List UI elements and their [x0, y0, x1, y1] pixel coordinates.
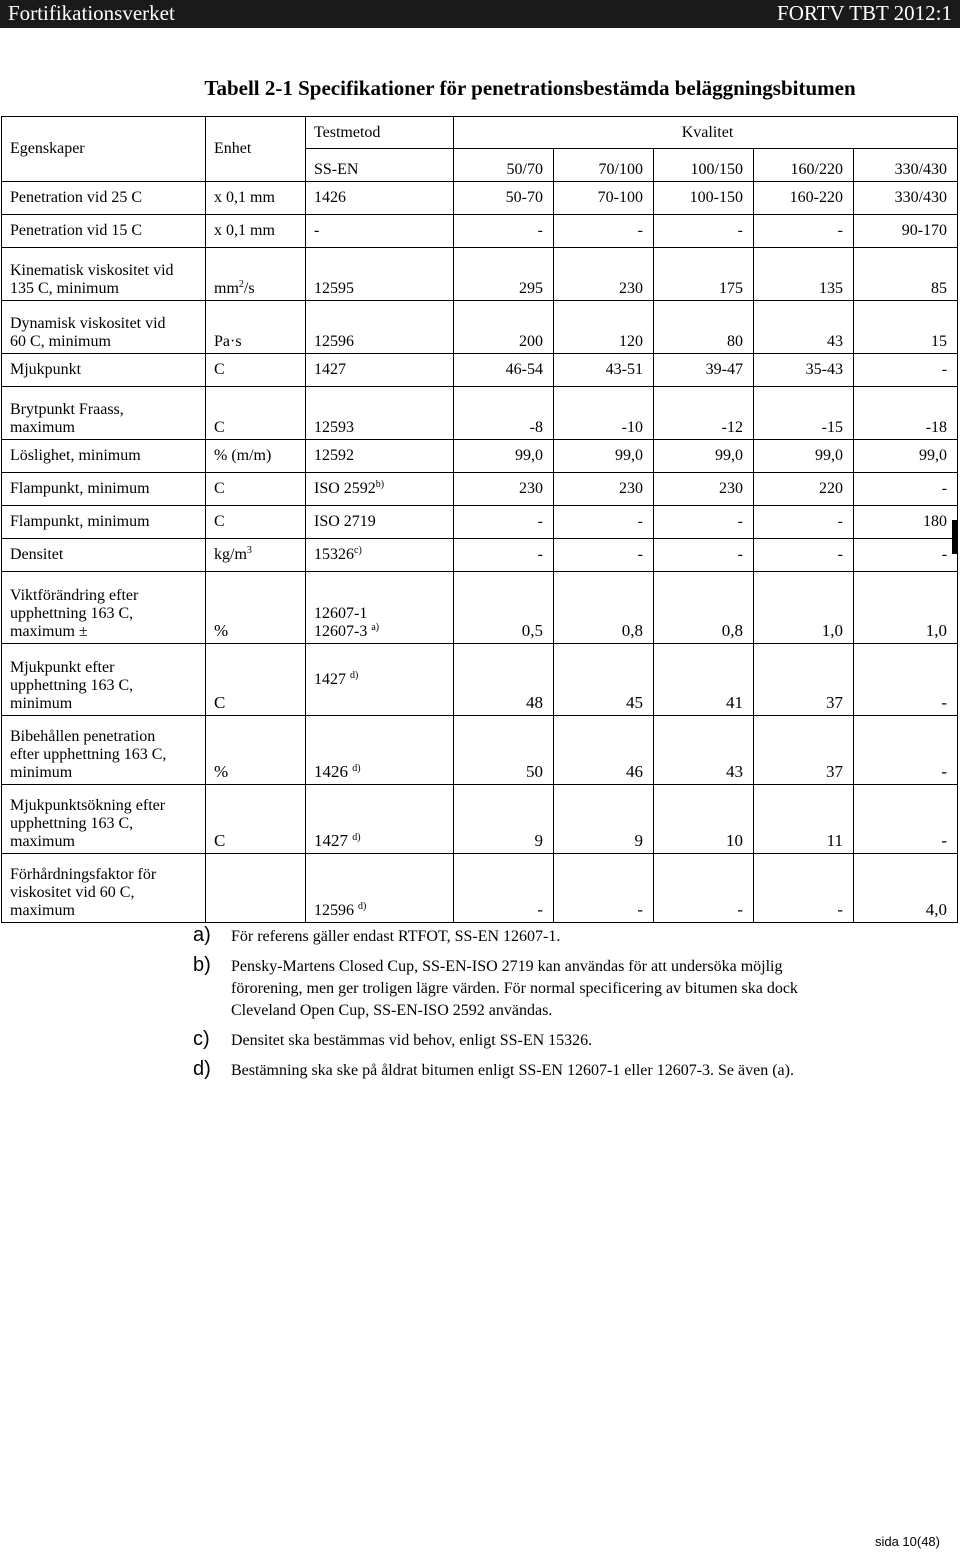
footnote — [193, 1030, 933, 1052]
value-cell: 80 — [654, 301, 754, 354]
value-cell: -15 — [754, 387, 854, 440]
table-row — [2, 182, 958, 215]
col-header-egenskaper: Egenskaper — [2, 117, 206, 182]
test-method: 15326$^{c)}$ — [306, 539, 454, 572]
test-method: 1427 $^{d)}$ — [306, 644, 454, 716]
value-cell: -10 — [554, 387, 654, 440]
grade-header: 50/70 — [454, 149, 554, 182]
col-header-kvalitet: Kvalitet — [454, 117, 958, 149]
value-cell: 120 — [554, 301, 654, 354]
table-row — [2, 387, 958, 440]
page-header — [0, 0, 960, 28]
value-cell: - — [554, 506, 654, 539]
unit: C — [206, 473, 306, 506]
value-cell: - — [854, 539, 958, 572]
value-cell: 100-150 — [654, 182, 754, 215]
table-row — [2, 854, 958, 923]
value-cell: - — [754, 539, 854, 572]
value-cell: 230 — [654, 473, 754, 506]
table-row — [2, 506, 958, 539]
property-name: Mjukpunkt efter upphettning 163 C, minimum — [2, 644, 206, 716]
footnote-text: förorening, men ger troligen lägre värden. För normal specificering av bitumen ska dock — [231, 980, 798, 997]
col-header-ssen: SS-EN — [306, 149, 454, 182]
table-title: Tabell 2-1 Specifikationer för penetrationsbestämda beläggningsbitumen — [204, 76, 856, 100]
value-cell: 160-220 — [754, 182, 854, 215]
property-name: Dynamisk viskositet vid 60 C, minimum — [2, 301, 206, 354]
test-method: ISO 2719 — [306, 506, 454, 539]
property-name: Förhårdningsfaktor för viskositet vid 60 C, maximum — [2, 854, 206, 923]
value-cell: 70-100 — [554, 182, 654, 215]
test-method: ISO 2592$^{b)}$ — [306, 473, 454, 506]
value-cell: 46-54 — [454, 354, 554, 387]
test-method: 1427 $^{d)}$ — [306, 785, 454, 854]
value-cell: - — [554, 854, 654, 923]
value-cell: 85 — [854, 248, 958, 301]
test-method: 12596 $^{d)}$ — [306, 854, 454, 923]
value-cell: - — [654, 506, 754, 539]
col-header-testmetod: Testmetod — [306, 117, 454, 149]
unit — [206, 854, 306, 923]
organization-name: Fortifikationsverket — [8, 1, 175, 25]
unit: C — [206, 644, 306, 716]
value-cell: - — [454, 854, 554, 923]
value-cell: - — [454, 215, 554, 248]
footnote-mark: c) — [193, 1028, 210, 1050]
unit: C — [206, 506, 306, 539]
value-cell: 45 — [554, 644, 654, 716]
document-id: FORTV TBT 2012:1 — [777, 1, 952, 25]
value-cell: 90-170 — [854, 215, 958, 248]
value-cell: - — [854, 644, 958, 716]
value-cell: - — [754, 215, 854, 248]
value-cell: 0,5 — [454, 572, 554, 644]
test-method: 12595 — [306, 248, 454, 301]
value-cell: 200 — [454, 301, 554, 354]
value-cell: 4,0 — [854, 854, 958, 923]
unit: % — [206, 716, 306, 785]
value-cell: - — [454, 506, 554, 539]
value-cell: 175 — [654, 248, 754, 301]
value-cell: - — [754, 854, 854, 923]
unit: $kg/m^3$ — [206, 539, 306, 572]
value-cell: 99,0 — [754, 440, 854, 473]
value-cell: 0,8 — [654, 572, 754, 644]
footnote-text: För referens gäller endast RTFOT, SS-EN 12607-1. — [231, 928, 561, 945]
value-cell: 43 — [654, 716, 754, 785]
grade-header: 70/100 — [554, 149, 654, 182]
value-cell: 9 — [554, 785, 654, 854]
value-cell: 135 — [754, 248, 854, 301]
table-row — [2, 215, 958, 248]
value-cell: 330/430 — [854, 182, 958, 215]
value-cell: 220 — [754, 473, 854, 506]
table-row — [2, 716, 958, 785]
page-number: sida 10(48) — [874, 1534, 940, 1549]
value-cell: - — [754, 506, 854, 539]
value-cell: - — [654, 539, 754, 572]
value-cell: - — [854, 785, 958, 854]
value-cell: 43-51 — [554, 354, 654, 387]
unit: C — [206, 354, 306, 387]
value-cell: 99,0 — [554, 440, 654, 473]
unit: C — [206, 387, 306, 440]
footnote-text: Densitet ska bestämmas vid behov, enligt SS-EN 15326. — [231, 1032, 593, 1049]
footnote-text: Pensky-Martens Closed Cup, SS-EN-ISO 2719 kan användas för att undersöka möjlig — [231, 958, 783, 975]
property-name: Penetration vid 15 C — [2, 215, 206, 248]
grade-header: 100/150 — [654, 149, 754, 182]
table-row — [2, 539, 958, 572]
table-row — [2, 473, 958, 506]
table-row — [2, 354, 958, 387]
property-name: Brytpunkt Fraass, maximum — [2, 387, 206, 440]
value-cell: - — [854, 716, 958, 785]
value-cell: -8 — [454, 387, 554, 440]
value-cell: 43 — [754, 301, 854, 354]
value-cell: - — [854, 473, 958, 506]
property-name: Mjukpunkt — [2, 354, 206, 387]
footnote — [193, 1060, 933, 1082]
value-cell: - — [854, 354, 958, 387]
value-cell: 37 — [754, 716, 854, 785]
unit: % (m/m) — [206, 440, 306, 473]
grade-header: 330/430 — [854, 149, 958, 182]
table-row — [2, 301, 958, 354]
value-cell: 46 — [554, 716, 654, 785]
value-cell: 11 — [754, 785, 854, 854]
table-row — [2, 440, 958, 473]
value-cell: 99,0 — [454, 440, 554, 473]
value-cell: 10 — [654, 785, 754, 854]
unit: C — [206, 785, 306, 854]
value-cell: - — [554, 215, 654, 248]
unit: % — [206, 572, 306, 644]
value-cell: 230 — [554, 248, 654, 301]
value-cell: - — [554, 539, 654, 572]
unit: x 0,1 mm — [206, 215, 306, 248]
property-name: Löslighet, minimum — [2, 440, 206, 473]
table-row — [2, 785, 958, 854]
margin-bar — [952, 520, 957, 554]
value-cell: 15 — [854, 301, 958, 354]
property-name: Flampunkt, minimum — [2, 506, 206, 539]
footnote-text: Bestämning ska ske på åldrat bitumen enligt SS-EN 12607-1 eller 12607-3. Se även (a). — [231, 1062, 794, 1079]
table-row — [2, 572, 958, 644]
value-cell: 230 — [454, 473, 554, 506]
value-cell: - — [654, 854, 754, 923]
value-cell: 48 — [454, 644, 554, 716]
value-cell: 230 — [554, 473, 654, 506]
test-method: 1426 $^{d)}$ — [306, 716, 454, 785]
footnotes — [193, 926, 933, 1090]
unit: x 0,1 mm — [206, 182, 306, 215]
property-name: Penetration vid 25 C — [2, 182, 206, 215]
table-row — [2, 644, 958, 716]
property-name: Viktförändring efter upphettning 163 C, maximum ± — [2, 572, 206, 644]
test-method: 12592 — [306, 440, 454, 473]
test-method: - — [306, 215, 454, 248]
table-row — [2, 248, 958, 301]
footnote — [193, 926, 933, 948]
value-cell: 41 — [654, 644, 754, 716]
test-method: 1427 — [306, 354, 454, 387]
value-cell: 0,8 — [554, 572, 654, 644]
property-name: Flampunkt, minimum — [2, 473, 206, 506]
test-method: 12593 — [306, 387, 454, 440]
value-cell: - — [454, 539, 554, 572]
value-cell: 50 — [454, 716, 554, 785]
footnote-mark: d) — [193, 1058, 211, 1080]
unit: $mm^2/s$ — [206, 248, 306, 301]
unit: Pa·s — [206, 301, 306, 354]
value-cell: -12 — [654, 387, 754, 440]
property-name: Mjukpunktsökning efter upphettning 163 C, maximum — [2, 785, 206, 854]
value-cell: 1,0 — [854, 572, 958, 644]
footnote-mark: a) — [193, 924, 211, 946]
test-method: 1426 — [306, 182, 454, 215]
value-cell: 37 — [754, 644, 854, 716]
property-name: Bibehållen penetration efter upphettning 163 C, minimum — [2, 716, 206, 785]
value-cell: 1,0 — [754, 572, 854, 644]
footnote-text: Cleveland Open Cup, SS-EN-ISO 2592 användas. — [231, 1002, 553, 1019]
footnote-mark: b) — [193, 954, 211, 976]
col-header-enhet: Enhet — [206, 117, 306, 182]
value-cell: 35-43 — [754, 354, 854, 387]
value-cell: 99,0 — [854, 440, 958, 473]
value-cell: 50-70 — [454, 182, 554, 215]
property-name: Kinematisk viskositet vid 135 C, minimum — [2, 248, 206, 301]
value-cell: 39-47 — [654, 354, 754, 387]
test-method: 12607-1 12607-3 $^{a)}$ — [306, 572, 454, 644]
value-cell: 295 — [454, 248, 554, 301]
value-cell: 9 — [454, 785, 554, 854]
value-cell: - — [654, 215, 754, 248]
header-row-1 — [2, 117, 958, 149]
specification-table — [1, 116, 958, 923]
value-cell: 180 — [854, 506, 958, 539]
property-name: Densitet — [2, 539, 206, 572]
value-cell: -18 — [854, 387, 958, 440]
value-cell: 99,0 — [654, 440, 754, 473]
grade-header: 160/220 — [754, 149, 854, 182]
footnote — [193, 956, 933, 1022]
test-method: 12596 — [306, 301, 454, 354]
